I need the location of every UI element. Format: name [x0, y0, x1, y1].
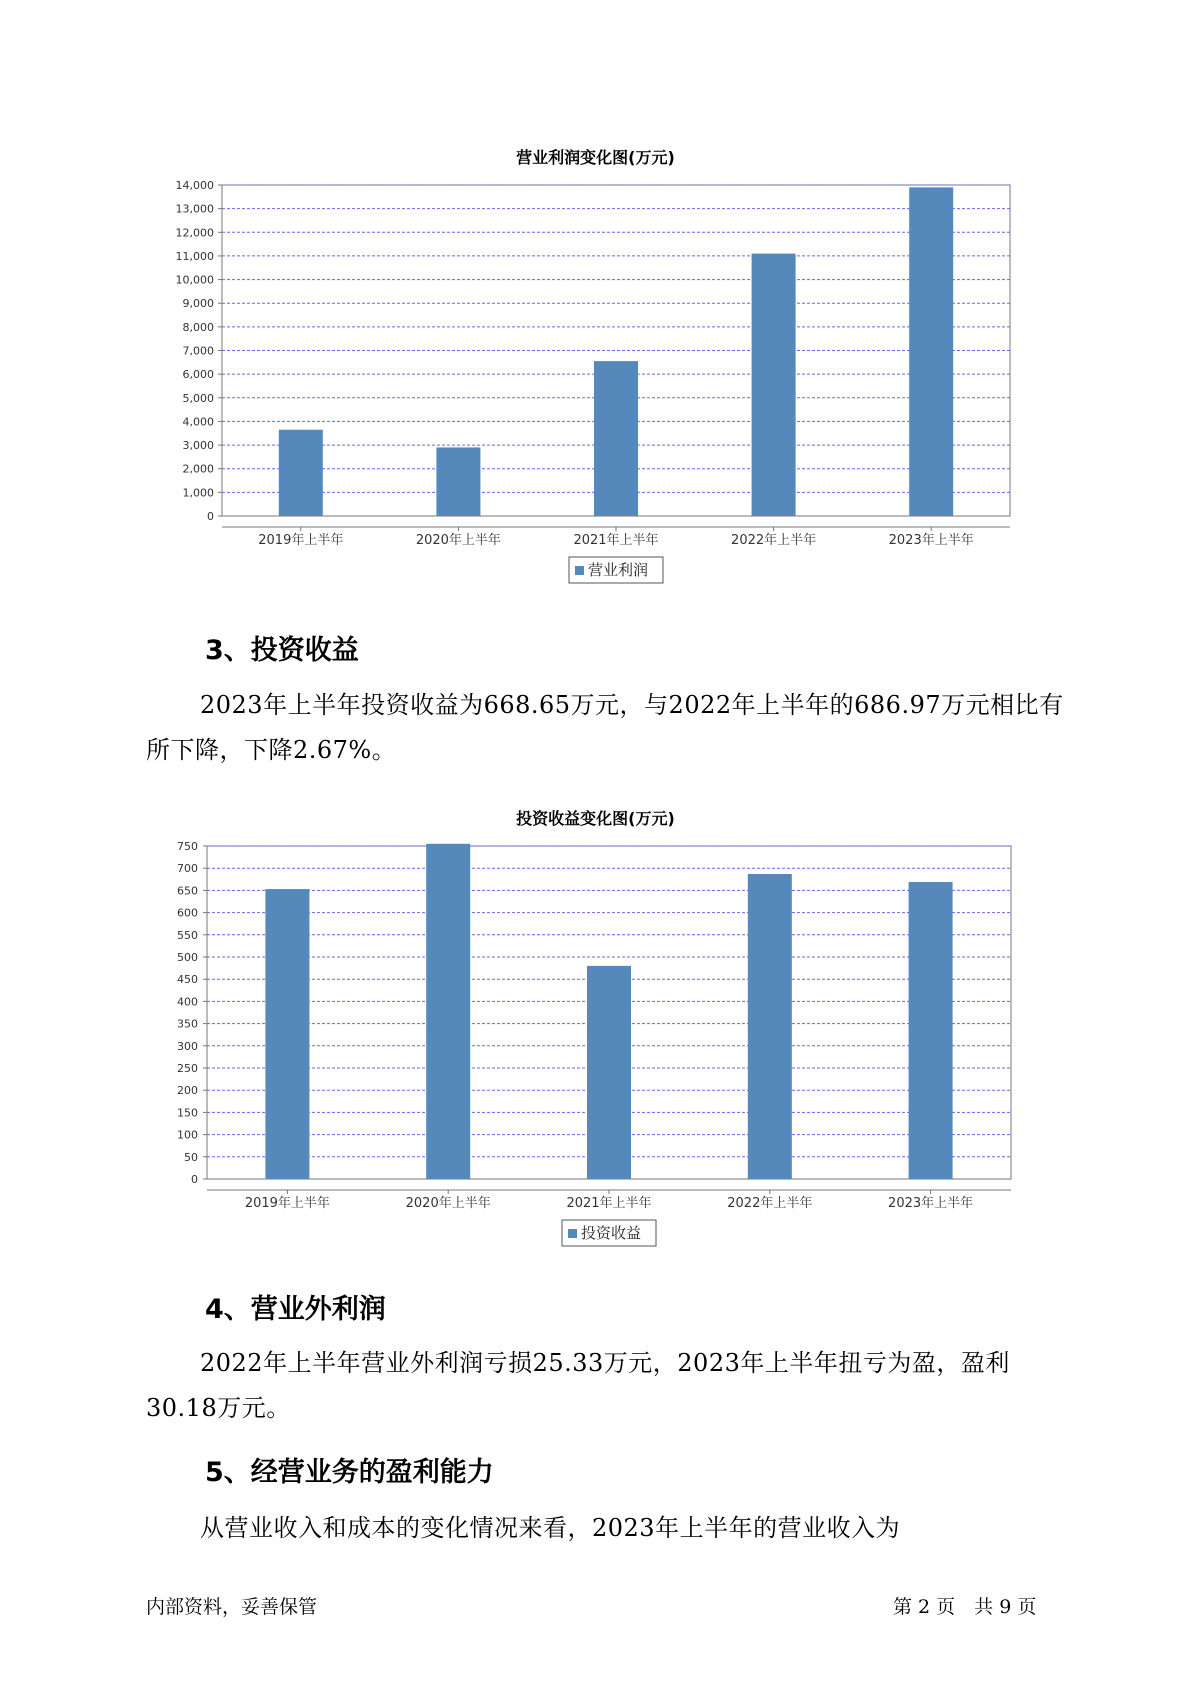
bar [436, 447, 480, 516]
x-tick-label: 2019年上半年 [258, 533, 344, 548]
y-tick-label: 10,000 [175, 273, 214, 287]
chart2-title: 投资收益变化图(万元) [516, 809, 675, 828]
bar [279, 430, 323, 516]
y-tick-label: 150 [177, 1106, 198, 1120]
y-tick-label: 600 [177, 906, 198, 920]
y-tick-label: 450 [177, 973, 198, 987]
y-tick-label: 550 [177, 928, 198, 942]
y-tick-label: 400 [177, 995, 198, 1009]
y-tick-label: 750 [177, 840, 198, 853]
x-tick-label: 2019年上半年 [244, 1196, 330, 1211]
y-tick-label: 6,000 [182, 368, 214, 382]
operating-profit-chart [0, 175, 1191, 595]
y-tick-label: 0 [207, 510, 214, 523]
footer-confidential: 内部资料，妥善保管 [146, 1596, 318, 1618]
y-tick-label: 500 [177, 951, 198, 964]
y-tick-label: 11,000 [175, 249, 214, 263]
bar [752, 254, 796, 516]
x-tick-label: 2023年上半年 [888, 1196, 974, 1211]
investment-income-chart [0, 836, 1191, 1256]
x-tick-label: 2022年上半年 [731, 533, 817, 548]
footer-page-number: 第 2 页 共 9 页 [893, 1596, 1037, 1618]
y-tick-label: 3,000 [182, 439, 214, 453]
section-3-heading: 3、投资收益 [205, 635, 359, 666]
bar [426, 844, 470, 1179]
legend-label: 投资收益 [581, 1224, 642, 1242]
y-tick-label: 50 [184, 1150, 198, 1164]
y-tick-label: 0 [191, 1173, 198, 1186]
x-tick-label: 2021年上半年 [573, 533, 659, 548]
y-tick-label: 700 [177, 862, 198, 876]
x-tick-label: 2022年上半年 [727, 1196, 813, 1211]
x-tick-label: 2020年上半年 [415, 533, 501, 548]
y-tick-label: 200 [177, 1084, 198, 1098]
y-tick-label: 350 [177, 1017, 198, 1031]
y-tick-label: 4,000 [182, 415, 214, 429]
y-tick-label: 9,000 [182, 297, 214, 311]
y-tick-label: 300 [177, 1039, 198, 1053]
chart1-title: 营业利润变化图(万元) [516, 148, 675, 167]
y-tick-label: 7,000 [182, 344, 214, 358]
y-tick-label: 12,000 [175, 226, 214, 240]
section-5-heading: 5、经营业务的盈利能力 [205, 1457, 494, 1488]
legend-swatch [575, 566, 584, 575]
y-tick-label: 100 [177, 1128, 198, 1142]
section-4-text: 2022年上半年营业外利润亏损25.33万元，2023年上半年扭亏为盈，盈利30.18万元。 [146, 1349, 1010, 1422]
y-tick-label: 2,000 [182, 462, 214, 476]
legend-swatch [568, 1229, 577, 1238]
x-tick-label: 2021年上半年 [566, 1196, 652, 1211]
legend-label: 营业利润 [588, 561, 649, 579]
y-tick-label: 5,000 [182, 391, 214, 405]
bar [594, 361, 638, 516]
y-tick-label: 13,000 [175, 202, 214, 216]
section-4-heading: 4、营业外利润 [205, 1294, 386, 1325]
x-tick-label: 2023年上半年 [888, 533, 974, 548]
bar [909, 882, 953, 1179]
section-5-text: 从营业收入和成本的变化情况来看，2023年上半年的营业收入为 [200, 1514, 901, 1542]
y-tick-label: 650 [177, 884, 198, 898]
bar [748, 874, 792, 1179]
y-tick-label: 250 [177, 1062, 198, 1075]
x-tick-label: 2020年上半年 [405, 1196, 491, 1211]
y-tick-label: 1,000 [182, 486, 214, 500]
bar [909, 187, 953, 516]
y-tick-label: 8,000 [182, 320, 214, 334]
bar [587, 966, 631, 1179]
section-3-text: 2023年上半年投资收益为668.65万元，与2022年上半年的686.97万元相比有所下降，下降2.67%。 [146, 691, 1064, 764]
y-tick-label: 14,000 [175, 179, 214, 192]
bar [265, 889, 309, 1179]
